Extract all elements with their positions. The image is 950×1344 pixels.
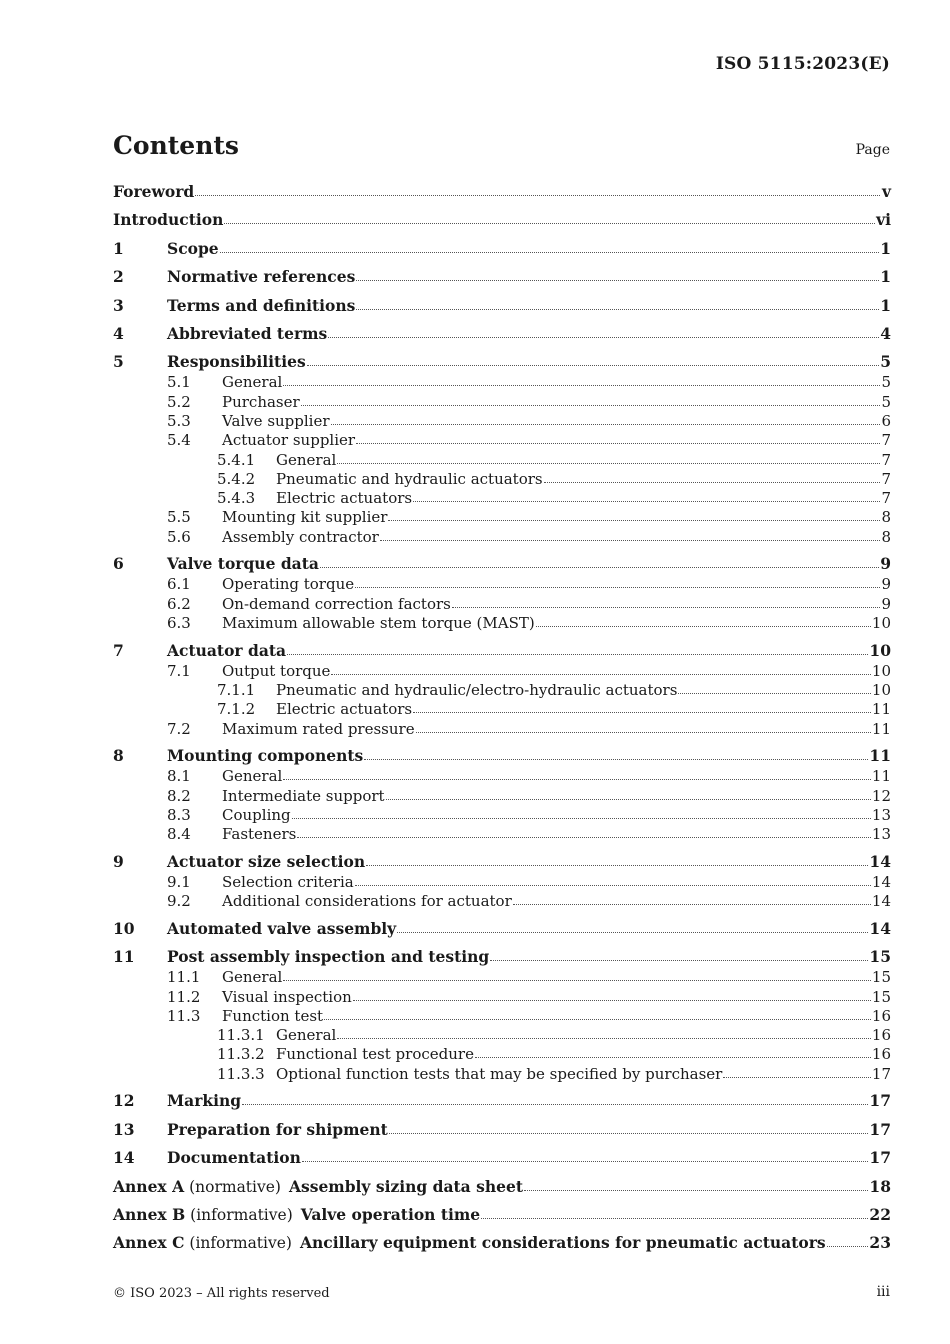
copyright-notice: © ISO 2023 – All rights reserved [113, 1286, 330, 1301]
toc-entry-number: 4 [113, 323, 124, 343]
toc-entry[interactable] [113, 324, 891, 345]
toc-entry-title: Maximum allowable stem torque (MAST) [222, 614, 535, 632]
toc-entry-page: 23 [869, 1233, 891, 1253]
toc-entry-number: 7.1.1 [217, 680, 256, 699]
toc-entry-page: 10 [869, 640, 891, 660]
toc-entry-number: 14 [113, 1148, 135, 1168]
toc-entry-title: On-demand correction factors [222, 594, 451, 613]
dot-leader [413, 712, 871, 713]
dot-leader [386, 799, 871, 800]
dot-leader [356, 309, 879, 310]
toc-entry-title: Introduction [113, 210, 224, 230]
toc-entry[interactable] [113, 412, 891, 431]
toc-entry-number: 5.4.3 [217, 489, 256, 508]
annex-title: Assembly sizing data sheet [288, 1176, 524, 1196]
toc-entry-title: Intermediate support [222, 786, 385, 805]
toc-entry-title: Electric actuators [276, 489, 413, 508]
toc-entry-title: Actuator supplier [222, 431, 356, 450]
dot-leader [356, 443, 880, 444]
toc-entry-title: Post assembly inspection and testing [167, 947, 490, 967]
toc-entry[interactable] [113, 988, 891, 1007]
toc-entry[interactable] [113, 182, 891, 203]
toc-entry-page: 14 [871, 872, 891, 891]
toc-entry-page: vi [876, 210, 891, 230]
toc-entry[interactable] [113, 239, 891, 260]
toc-entry-page: 1 [880, 295, 891, 315]
toc-entry-page: 10 [871, 680, 891, 699]
dot-leader [283, 779, 871, 780]
toc-entry-number: 8.3 [167, 805, 191, 824]
dot-leader [337, 1038, 871, 1039]
toc-entry[interactable] [113, 470, 891, 489]
toc-entry-number: 8.4 [167, 825, 191, 844]
toc-entry-page: 17 [869, 1148, 891, 1168]
toc-entry[interactable] [113, 641, 891, 662]
dot-leader [490, 960, 868, 961]
toc-entry[interactable] [113, 767, 891, 786]
dot-leader [397, 932, 868, 933]
toc-entry-title: Pneumatic and hydraulic actuators [276, 469, 543, 488]
toc-entry[interactable] [113, 1091, 891, 1112]
toc-entry-page: 16 [871, 1026, 891, 1045]
toc-entry-page: 16 [871, 1045, 891, 1064]
toc-entry-page: 1 [880, 238, 891, 258]
dot-leader [389, 1133, 869, 1134]
toc-entry-title: Documentation [167, 1148, 301, 1168]
toc-entry-number: 11.2 [167, 987, 201, 1006]
toc-entry-page: 15 [869, 947, 891, 967]
toc-entry-number: 11.3.3 [217, 1064, 265, 1083]
dot-leader [224, 223, 875, 224]
toc-entry-number: 8 [113, 746, 124, 766]
toc-entry-title: Mounting kit supplier [222, 508, 388, 527]
toc-entry[interactable] [113, 352, 891, 373]
toc-entry-number: 5 [113, 352, 124, 372]
toc-entry[interactable] [113, 700, 891, 719]
toc-entry[interactable] [113, 825, 891, 844]
toc-entry-page: 18 [869, 1176, 891, 1196]
dot-leader [678, 693, 870, 694]
toc-entry[interactable] [113, 1065, 891, 1084]
toc-entry[interactable] [113, 806, 891, 825]
toc-entry-page: 17 [869, 1091, 891, 1111]
dot-leader [388, 520, 880, 521]
annex-title: Valve operation time [300, 1204, 481, 1224]
toc-entry[interactable] [113, 528, 891, 547]
toc-entry-title: Automated valve assembly [167, 918, 397, 938]
document-id: ISO 5115:2023(E) [715, 54, 890, 74]
toc-entry-number: 5.4.2 [217, 469, 256, 488]
annex-ref: Annex A [113, 1176, 185, 1196]
toc-entry-title: Assembly contractor [222, 527, 379, 546]
dot-leader [307, 365, 880, 366]
annex-kind: (informative) [190, 1205, 293, 1224]
toc-entry-page: 22 [869, 1204, 891, 1224]
toc-entry-title: Actuator size selection [167, 851, 366, 871]
dot-leader [481, 1218, 868, 1219]
annex-kind: (informative) [189, 1234, 292, 1253]
toc-entry-page: 15 [871, 968, 891, 987]
dot-leader [301, 405, 880, 406]
toc-entry-title: Fasteners [222, 825, 297, 844]
toc-entry-title: Operating torque [222, 575, 355, 594]
toc-entry-number: 6 [113, 554, 124, 574]
dot-leader [287, 654, 868, 655]
toc-entry-number: 2 [113, 267, 124, 287]
toc-entry-title: Purchaser [222, 392, 300, 411]
toc-entry-page: 15 [871, 987, 891, 1006]
toc-entry-number: 11.3.2 [217, 1045, 265, 1064]
toc-entry-page: 12 [871, 786, 891, 805]
toc-entry-page: 8 [881, 527, 891, 546]
dot-leader [220, 252, 880, 253]
dot-leader [283, 385, 880, 386]
dot-leader [355, 587, 880, 588]
toc-entry[interactable] [113, 595, 891, 614]
toc-entry-page: 9 [880, 554, 891, 574]
toc-entry-page: 11 [871, 700, 891, 719]
toc-entry-title: Preparation for shipment [167, 1119, 388, 1139]
toc-entry[interactable] [113, 431, 891, 450]
dot-leader [297, 837, 871, 838]
toc-entry-title: Additional considerations for actuator [222, 892, 512, 911]
toc-entry-page: 11 [871, 719, 891, 738]
toc-entry-number: 3 [113, 295, 124, 315]
dot-leader [320, 567, 879, 568]
toc-entry-page: 13 [871, 805, 891, 824]
toc-entry-title: Normative references [167, 267, 356, 287]
toc-entry-number: 7.1.2 [217, 700, 256, 719]
dot-leader [544, 482, 880, 483]
toc-entry-number: 5.4 [167, 431, 191, 450]
toc-entry-number: 1 [113, 238, 124, 258]
toc-entry[interactable] [113, 681, 891, 700]
toc-entry[interactable] [113, 873, 891, 892]
toc-entry[interactable] [113, 852, 891, 873]
toc-entry[interactable] [113, 1120, 891, 1141]
toc-entry-page: 17 [871, 1064, 891, 1083]
toc-entry-page: 6 [881, 411, 891, 430]
dot-leader [331, 674, 870, 675]
toc-entry-title: Optional function tests that may be specified by purchaser [276, 1064, 723, 1083]
toc-entry[interactable] [113, 614, 891, 633]
dot-leader [827, 1246, 869, 1247]
toc-entry-page: 8 [881, 508, 891, 527]
toc-entry-number: 10 [113, 918, 135, 938]
annex-title: Ancillary equipment considerations for pneumatic actuators [299, 1233, 826, 1253]
toc-entry-number: 5.3 [167, 411, 191, 430]
toc-entry-page: 5 [881, 392, 891, 411]
toc-entry-page: 11 [871, 767, 891, 786]
toc-entry-number: 7.1 [167, 661, 191, 680]
toc-entry-number: 6.3 [167, 614, 191, 632]
page-title: Contents [113, 131, 240, 160]
toc-entry-page: 9 [881, 594, 891, 613]
toc-entry-number: 9.2 [167, 892, 191, 911]
toc-entry-number: 7 [113, 640, 124, 660]
toc-entry-page: 11 [869, 746, 891, 766]
toc-entry-title: General [276, 450, 337, 469]
toc-entry-number: 11.3.1 [217, 1026, 265, 1045]
toc-entry-page: 4 [880, 323, 891, 343]
dot-leader [324, 1019, 871, 1020]
toc-entry[interactable] [113, 919, 891, 940]
toc-entry-number: 6.2 [167, 594, 191, 613]
toc-annex-entry[interactable] [113, 1205, 891, 1226]
toc-entry-page: 5 [880, 352, 891, 372]
toc-entry-number: 5.4.1 [217, 450, 256, 469]
dot-leader [353, 1000, 871, 1001]
toc-entry-page: 17 [869, 1119, 891, 1139]
toc-entry-page: 9 [881, 575, 891, 594]
dot-leader [331, 424, 880, 425]
toc-entry-page: 5 [881, 373, 891, 392]
toc-entry-title: Abbreviated terms [167, 323, 328, 343]
toc-entry-page: 7 [881, 489, 891, 508]
dot-leader [355, 885, 871, 886]
toc-entry[interactable] [113, 1045, 891, 1064]
toc-entry-number: 5.1 [167, 373, 191, 392]
toc-entry-number: 9 [113, 851, 124, 871]
dot-leader [302, 1161, 869, 1162]
toc-entry-title: Valve torque data [167, 554, 319, 574]
toc-entry-title: Mounting components [167, 746, 364, 766]
toc-entry[interactable] [113, 508, 891, 527]
toc-entry[interactable] [113, 1148, 891, 1169]
toc-entry[interactable] [113, 451, 891, 470]
annex-ref: Annex C [113, 1233, 185, 1253]
toc-entry[interactable] [113, 746, 891, 767]
toc-entry[interactable] [113, 892, 891, 911]
dot-leader [475, 1057, 871, 1058]
toc-entry-page: v [881, 182, 891, 201]
toc-entry[interactable] [113, 489, 891, 508]
toc-entry[interactable] [113, 787, 891, 806]
toc-entry[interactable] [113, 575, 891, 594]
dot-leader [292, 818, 871, 819]
dot-leader [413, 501, 880, 502]
toc-entry-title: Function test [222, 1006, 324, 1025]
dot-leader [513, 904, 871, 905]
dot-leader [195, 195, 880, 196]
toc-entry-number: 13 [113, 1119, 135, 1139]
dot-leader [536, 626, 871, 627]
dot-leader [452, 607, 880, 608]
toc-entry[interactable] [113, 947, 891, 968]
dot-leader [337, 463, 880, 464]
toc-entry-title: General [222, 968, 283, 987]
toc-entry[interactable] [113, 373, 891, 392]
toc-entry[interactable] [113, 968, 891, 987]
toc-entry-number: 11.3 [167, 1006, 201, 1025]
toc-entry-title: Visual inspection [222, 987, 352, 1006]
toc-entry-title: Functional test procedure [276, 1045, 474, 1064]
toc-entry[interactable] [113, 296, 891, 317]
toc-annex-entry[interactable] [113, 1177, 891, 1198]
toc-entry-page: 7 [881, 431, 891, 450]
annex-ref: Annex B [113, 1204, 186, 1224]
toc-entry-title: Output torque [222, 661, 331, 680]
toc-entry-page: 10 [871, 661, 891, 680]
toc-entry-number: 11 [113, 947, 135, 967]
toc-entry-number: 7.2 [167, 719, 191, 738]
toc-entry-number: 12 [113, 1091, 135, 1111]
toc-entry[interactable] [113, 393, 891, 412]
toc-entry-title: Pneumatic and hydraulic/electro-hydraulic actuators [276, 680, 678, 699]
dot-leader [723, 1077, 871, 1078]
toc-entry-page: 13 [871, 825, 891, 844]
page-number: iii [876, 1284, 890, 1300]
toc-entry-page: 7 [881, 450, 891, 469]
toc-entry[interactable] [113, 720, 891, 739]
toc-entry-title: Actuator data [167, 640, 287, 660]
toc-entry-title: Marking [167, 1091, 242, 1111]
toc-entry[interactable] [113, 210, 891, 231]
toc-entry-title: Coupling [222, 805, 291, 824]
dot-leader [524, 1190, 868, 1191]
toc-entry-page: 14 [871, 892, 891, 911]
toc-entry-page: 16 [871, 1006, 891, 1025]
dot-leader [416, 732, 871, 733]
toc-entry-title: Scope [167, 238, 219, 258]
toc-entry-number: 9.1 [167, 872, 191, 891]
toc-entry-number: 5.6 [167, 527, 191, 546]
page-column-label: Page [855, 142, 890, 158]
toc-entry-number: 5.5 [167, 508, 191, 527]
dot-leader [242, 1104, 868, 1105]
toc-entry-page: 7 [881, 469, 891, 488]
toc-entry-title: Valve supplier [222, 411, 330, 430]
toc-entry-page: 14 [869, 851, 891, 871]
toc-entry-title: General [222, 373, 283, 392]
toc-entry-title: Electric actuators [276, 700, 413, 719]
table-of-contents [113, 182, 891, 1254]
dot-leader [364, 759, 868, 760]
toc-entry-title: General [222, 767, 283, 786]
dot-leader [328, 337, 879, 338]
annex-kind: (normative) [189, 1177, 281, 1196]
dot-leader [380, 540, 880, 541]
dot-leader [356, 280, 879, 281]
toc-entry[interactable] [113, 662, 891, 681]
toc-annex-entry[interactable] [113, 1233, 891, 1254]
toc-entry[interactable] [113, 554, 891, 575]
toc-entry-page: 10 [871, 614, 891, 632]
dot-leader [366, 865, 868, 866]
toc-entry-number: 11.1 [167, 968, 201, 987]
toc-entry-title: Maximum rated pressure [222, 719, 415, 738]
toc-entry-title: Selection criteria [222, 872, 354, 891]
toc-entry[interactable] [113, 1007, 891, 1026]
dot-leader [283, 980, 871, 981]
toc-entry-title: Terms and definitions [167, 295, 356, 315]
toc-entry-number: 8.2 [167, 786, 191, 805]
toc-entry-number: 5.2 [167, 392, 191, 411]
toc-entry[interactable] [113, 267, 891, 288]
toc-entry-number: 6.1 [167, 575, 191, 594]
toc-entry[interactable] [113, 1026, 891, 1045]
toc-entry-title: Responsibilities [167, 352, 306, 372]
toc-entry-page: 14 [869, 918, 891, 938]
toc-entry-number: 8.1 [167, 767, 191, 786]
toc-entry-page: 1 [880, 267, 891, 287]
toc-entry-title: Foreword [113, 182, 195, 201]
toc-entry-title: General [276, 1026, 337, 1045]
